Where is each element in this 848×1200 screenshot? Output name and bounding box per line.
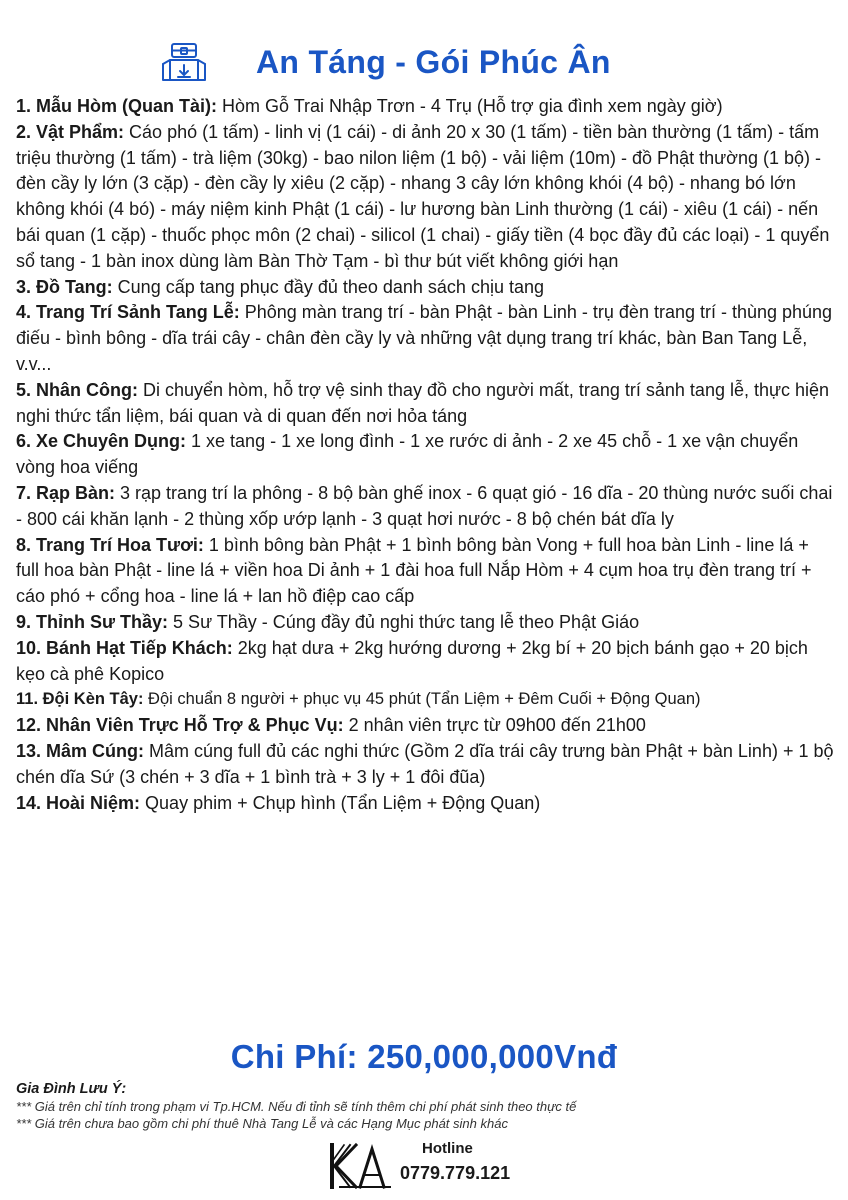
service-item-label: 2. Vật Phẩm: [16, 121, 125, 142]
service-item-text: Phông màn trang trí - bàn Phật - bàn Linh - trụ đèn trang trí - thùng phúng điếu - bình bông - dĩa trái cây - chân đèn cầy ly và những vật dụng trang trí khác, bàn Ban Tang Lễ, v.v... [16, 302, 833, 374]
service-item-label: 3. Đồ Tang: [16, 276, 113, 297]
notes-title: Gia Đình Lưu Ý: [16, 1081, 127, 1097]
service-item-label: 1. Mẫu Hòm (Quan Tài): [16, 96, 218, 116]
service-item [16, 275, 834, 301]
service-item-text: 2 nhân viên trực từ 09h00 đến 21h00 [343, 715, 646, 736]
service-item-text: Di chuyển hòm, hỗ trợ vệ sinh thay đồ cho người mất, trang trí sảnh tang lễ, thực hiện nghi thức tẩn liệm, bái quan và di quan đến nơi hỏa táng [16, 379, 830, 426]
service-item-label: 12. Nhân Viên Trực Hỗ Trợ & Phục Vụ: [16, 715, 344, 736]
service-item [16, 94, 834, 120]
notes-section [16, 1080, 834, 1132]
service-item [16, 300, 834, 377]
service-item-label: 6. Xe Chuyên Dụng: [16, 431, 187, 452]
service-item-label: 4. Trang Trí Sảnh Tang Lễ: [16, 302, 240, 323]
service-item [16, 739, 834, 791]
hotline-footer [0, 1139, 848, 1195]
service-item-text: 5 Sư Thầy - Cúng đầy đủ nghi thức tang lễ theo Phật Giáo [168, 611, 640, 632]
service-item [16, 378, 834, 430]
service-item-label: 10. Bánh Hạt Tiếp Khách: [16, 637, 233, 658]
page-title: An Táng - Gói Phúc Ân [256, 44, 611, 80]
service-item [16, 687, 834, 713]
service-item [16, 429, 834, 481]
service-item [16, 636, 834, 688]
service-item-text: Đội chuẩn 8 người + phục vụ 45 phút (Tẩn Liệm + Đêm Cuối + Động Quan) [143, 690, 701, 709]
service-item-text: Quay phim + Chụp hình (Tẩn Liệm + Động Quan) [140, 792, 541, 813]
service-item-text: 3 rạp trang trí la phông - 8 bộ bàn ghế inox - 6 quạt gió - 16 dĩa - 20 thùng nước suối chai - 800 cái khăn lạnh - 2 thùng xốp ướp lạnh - 3 quạt hơi nước - 8 bộ chén bát dĩa ly [16, 482, 833, 529]
service-item-text: Hòm Gỗ Trai Nhập Trơn - 4 Trụ (Hỗ trợ gia đình xem ngày giờ) [217, 96, 723, 116]
service-item-label: 9. Thỉnh Sư Thầy: [16, 611, 169, 632]
ka-logo-icon [326, 1141, 392, 1191]
service-item [16, 481, 834, 533]
hotline-label: Hotline [422, 1140, 473, 1157]
service-item [16, 791, 834, 817]
service-item-label: 5. Nhân Công: [16, 379, 138, 400]
service-item-label: 11. Đội Kèn Tây: [16, 690, 144, 709]
service-item [16, 610, 834, 636]
service-item-label: 13. Mâm Cúng: [16, 740, 145, 761]
service-item [16, 533, 834, 610]
service-item [16, 713, 834, 739]
note-line: *** Giá trên chỉ tính trong phạm vi Tp.HCM. Nếu đi tỉnh sẽ tính thêm chi phí phát sinh theo thực tế [16, 1099, 577, 1114]
service-item-text: 2kg hạt dưa + 2kg hướng dương + 2kg bí + 20 bịch bánh gạo + 20 bịch kẹo cà phê Kopico [16, 637, 808, 684]
hotline-number[interactable]: 0779.779.121 [400, 1163, 511, 1183]
page-header [0, 40, 848, 90]
package-price: Chi Phí: 250,000,000Vnđ [230, 1038, 618, 1075]
coffin-box-icon [160, 40, 208, 88]
service-item-text: Mâm cúng full đủ các nghi thức (Gồm 2 dĩa trái cây trưng bàn Phật + bàn Linh) + 1 bộ chén dĩa Sứ (3 chén + 3 dĩa + 1 bình trà + 3 ly + 1 đôi đũa) [16, 740, 834, 787]
service-item-list [16, 94, 834, 816]
service-item-label: 8. Trang Trí Hoa Tươi: [16, 534, 204, 555]
service-item-text: 1 xe tang - 1 xe long đình - 1 xe rước di ảnh - 2 xe 45 chỗ - 1 xe vận chuyển vòng hoa viếng [16, 431, 799, 478]
service-item-text: Cáo phó (1 tấm) - linh vị (1 cái) - di ảnh 20 x 30 (1 tấm) - tiền bàn thường (1 tấm) - tấm triệu thường (1 tấm) - trà liệm (30kg) - bao nilon liệm (1 bộ) - vải liệm (10m) - đồ Phật thường (1 bộ) - đèn cầy ly lớn (3 cặp) - đèn cầy ly xiêu (2 cặp) - nhang 3 cây lớn không khói (4 bộ) - nhang bó lớn không khói (4 bó) - máy niệm kinh Phật (1 cái) - lư hương bàn Linh thường (1 cái) - xiêu (1 cái) - nến bái quan (1 cặp) - thuốc phọc môn (2 chai) - silicol (1 chai) - giấy tiền (4 bọc đầy đủ các loại) - 1 quyển sổ tang - 1 bàn inox dùng làm Bàn Thờ Tạm - bì thư bút viết không giới hạn [16, 121, 830, 271]
service-item [16, 120, 834, 275]
note-line: *** Giá trên chưa bao gồm chi phí thuê Nhà Tang Lễ và các Hạng Mục phát sinh khác [16, 1116, 508, 1131]
service-item-label: 14. Hoài Niệm: [16, 792, 141, 813]
service-item-label: 7. Rạp Bàn: [16, 482, 116, 503]
service-item-text: 1 bình bông bàn Phật + 1 bình bông bàn Vong + full hoa bàn Linh - line lá + full hoa bàn Phật - line lá + viền hoa Di ảnh + 1 đài hoa full Nắp Hòm + 4 cụm hoa trụ đèn trang trí + cáo phó + cổng hoa - line lá + lan hồ điệp cao cấp [16, 534, 812, 607]
service-item-text: Cung cấp tang phục đầy đủ theo danh sách chịu tang [112, 276, 544, 297]
